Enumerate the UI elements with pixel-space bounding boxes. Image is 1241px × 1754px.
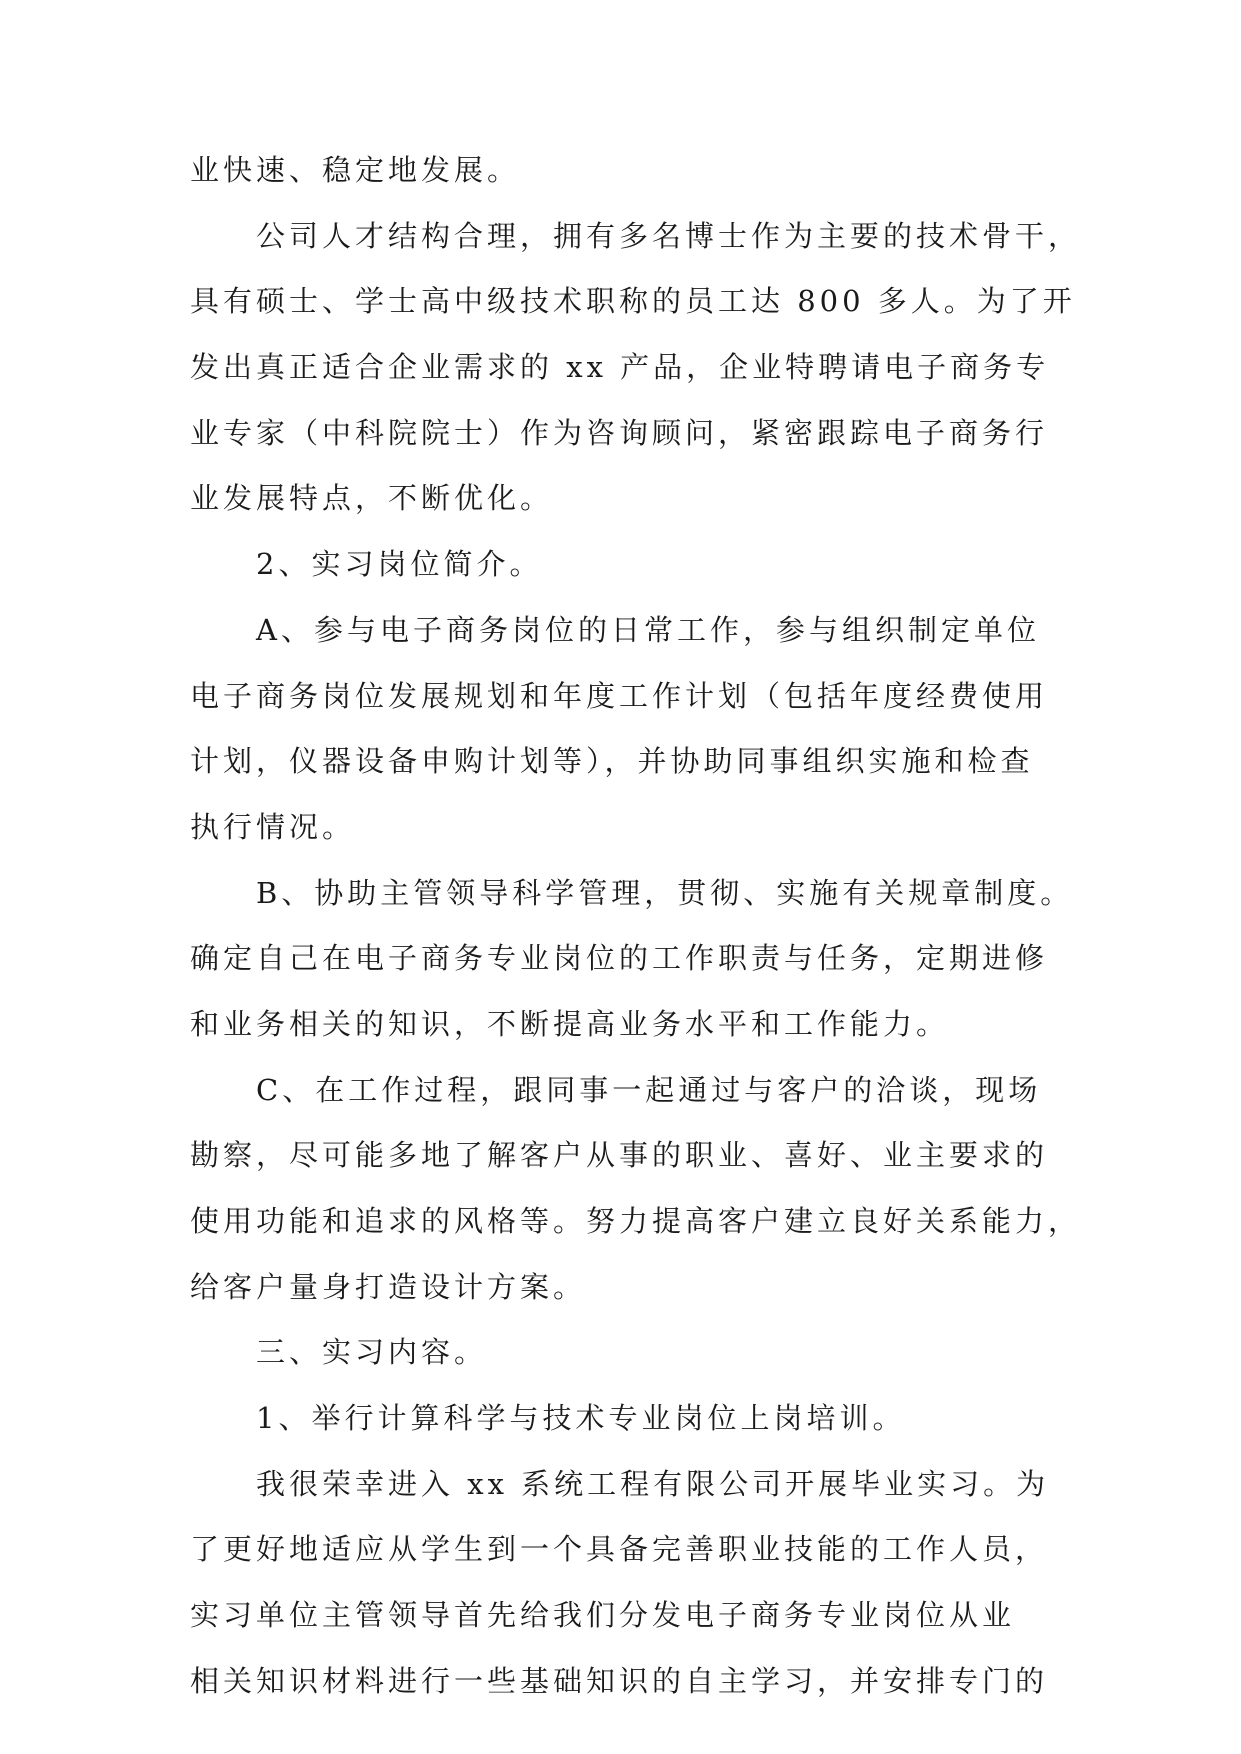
paragraph-start-line: 我很荣幸进入 xx 系统工程有限公司开展毕业实习。为 [256, 1466, 1050, 1501]
text-line: 使用功能和追求的风格等。努力提高客户建立良好关系能力， [190, 1204, 1082, 1238]
text-line: 勘察，尽可能多地了解客户从事的职业、喜好、业主要求的 [190, 1138, 1049, 1173]
text-line: 计划，仪器设备申购计划等），并协助同事组织实施和检查 [190, 744, 1034, 779]
text-line: 业快速、稳定地发展。 [190, 153, 521, 187]
text-line: 业发展特点，不断优化。 [190, 481, 554, 516]
text-line: 确定自己在电子商务专业岗位的工作职责与任务，定期进修 [190, 941, 1049, 976]
text-line: 了更好地适应从学生到一个具备完善职业技能的工作人员， [190, 1532, 1049, 1567]
paragraph-start-line: B、协助主管领导科学管理，贯彻、实施有关规章制度。 [256, 875, 1074, 910]
text-line: 执行情况。 [190, 809, 356, 844]
text-line: 相关知识材料进行一些基础知识的自主学习，并安排专门的 [190, 1663, 1049, 1698]
text-line: 实习单位主管领导首先给我们分发电子商务专业岗位从业 [190, 1598, 1016, 1633]
paragraph-start-line: A、参与电子商务岗位的日常工作，参与组织制定单位 [256, 612, 1040, 647]
text-line: 具有硕士、学士高中级技术职称的员工达 800 多人。为了开 [190, 284, 1076, 319]
text-line: 电子商务岗位发展规划和年度工作计划（包括年度经费使用 [190, 678, 1049, 713]
section-heading: 1、举行计算科学与技术专业岗位上岗培训。 [256, 1401, 906, 1436]
paragraph-start-line: C、在工作过程，跟同事一起通过与客户的洽谈，现场 [256, 1072, 1042, 1107]
text-line: 和业务相关的知识，不断提高业务水平和工作能力。 [190, 1006, 950, 1041]
body-text [190, 138, 1090, 1715]
text-line: 发出真正适合企业需求的 xx 产品，企业特聘请电子商务专 [190, 350, 1050, 385]
section-heading: 2、实习岗位简介。 [256, 547, 543, 582]
text-line: 给客户量身打造设计方案。 [190, 1269, 587, 1304]
section-heading: 三、实习内容。 [256, 1335, 488, 1370]
paragraph-start-line: 公司人才结构合理，拥有多名博士作为主要的技术骨干， [256, 218, 1082, 253]
text-line: 业专家（中科院院士）作为咨询顾问，紧密跟踪电子商务行 [190, 415, 1049, 450]
